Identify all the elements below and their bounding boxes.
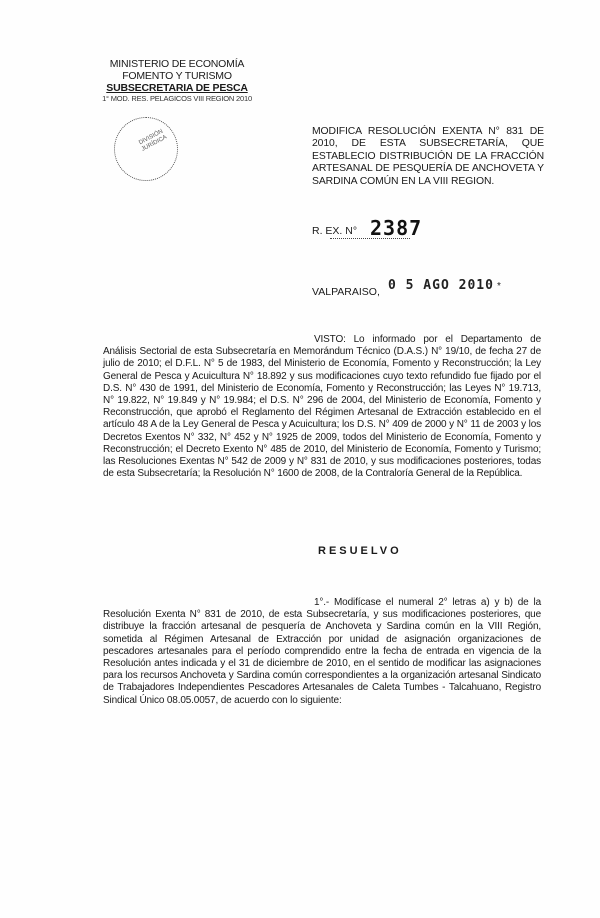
ministry-subname: FOMENTO Y TURISMO <box>122 70 232 82</box>
date-mark: * <box>497 281 501 292</box>
resolution-subject: MODIFICA RESOLUCIÓN EXENTA N° 831 DE 2010, DE ESTA SUBSECRETARÍA, QUE ESTABLECIO DISTRIBUCIÓN DE LA FRACCIÓN ARTESANAL DE PESQUERÍA DE ANCHOVETA Y SARDINA COMÚN EN LA VIII REGION. <box>312 126 544 187</box>
article-1-paragraph: 1°.- Modifícase el numeral 2° letras a) y b) de la Resolución Exenta N° 831 de 2010, de esta Subsecretaría, y sus modificaciones posteriores, que distribuye la fracción artesanal de pesquería de Anchoveta y Sardina común en la VIII Región, sometida al Régimen Artesanal de Extracción por unidad de asignación organizaciones de pescadores artesanales para el período comprendido entre la fecha de entrada en vigencia de la Resolución antes indicada y el 31 de diciembre de 2010, en el sentido de modificar las asignaciones para los recursos Anchoveta y Sardina común correspondientes a la organización artesanal Sindicato de Trabajadores Independientes Pescadores Artesanales de Caleta Tumbes - Talcahuano, Registro Sindical Único 08.05.0057, de acuerdo con lo siguiente: <box>103 597 541 706</box>
ministry-name: MINISTERIO DE ECONOMÍA <box>109 58 245 70</box>
place: VALPARAISO, <box>312 286 380 298</box>
resolution-label: R. EX. N° <box>312 225 358 237</box>
date-stamp: 0 5 AGO 2010 <box>388 278 494 293</box>
undersecretariat-name: SUBSECRETARIA DE PESCA <box>106 82 248 94</box>
stamp-text: DIVISIÓN JURÍDICA <box>138 128 169 153</box>
document-reference: 1° MOD. RES. PELAGICOS VIII REGION 2010 <box>102 94 252 103</box>
letterhead <box>92 58 262 103</box>
visto-paragraph: VISTO: Lo informado por el Departamento de Análisis Sectorial de esta Subsecretaría en Memorándum Técnico (D.A.S.) N° 19/10, de fecha 27 de julio de 2010; el D.F.L. N° 5 de 1983, del Ministerio de Economía, Fomento y Reconstrucción; la Ley General de Pesca y Acuicultura N° 18.892 y sus modificaciones cuyo texto refundido fue fijado por el D.S. N° 430 de 1991, del Ministerio de Economía, Fomento y Reconstrucción; las Leyes N° 19.713, N° 19.822, N° 19.849 y N° 19.984; el D.S. N° 296 de 2004, del Ministerio de Economía, Fomento y Reconstrucción, que aprobó el Reglamento del Régimen Artesanal de Extracción establecido en el artículo 48 A de la Ley General de Pesca y Acuicultura; los D.S. N° 409 de 2000 y N° 11 de 2003 y los Decretos Exentos N° 332, N° 452 y N° 1925 de 2009, todos del Ministerio de Economía, Fomento y Reconstrucción; el Decreto Exento N° 485 de 2010, del Ministerio de Economía, Fomento y Turismo; las Resoluciones Exentas N° 542 de 2009 y N° 831 de 2010, y sus modificaciones posteriores, todas de esta Subsecretaría; la Resolución N° 1600 de 2008, de la Contraloría General de la República. <box>103 334 541 480</box>
official-stamp <box>114 117 178 181</box>
resolution-number: 2387 <box>370 216 423 240</box>
resuelvo-heading: RESUELVO <box>318 545 402 557</box>
